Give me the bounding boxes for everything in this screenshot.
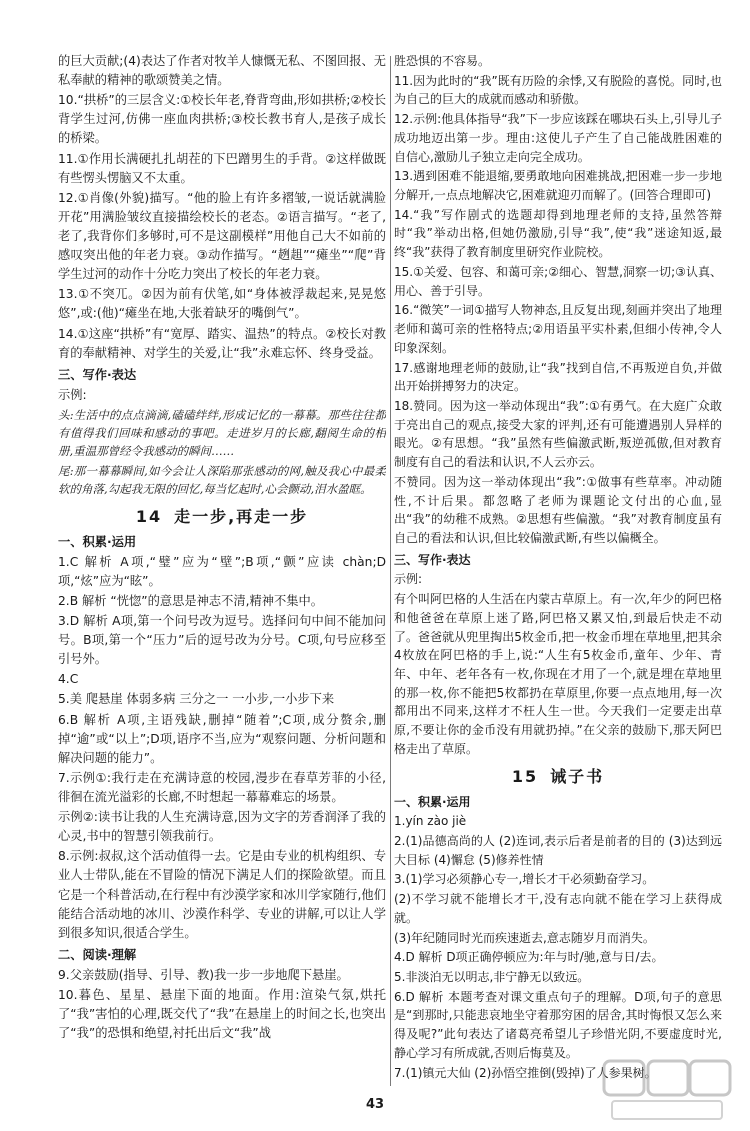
chapter-number: 14 bbox=[135, 506, 163, 526]
answer-item: 2.(1)品德高尚的人 (2)连词,表示后者是前者的目的 (3)达到远大目标 (4)懈怠 (5)修养性情 bbox=[394, 833, 722, 867]
section-heading: 一、积累·运用 bbox=[58, 534, 137, 549]
answer-item: 7.(1)镇元大仙 (2)孙悟空推倒(毁掉)了人参果树。 bbox=[394, 1065, 657, 1080]
answer-item: 7.示例①:我行走在充满诗意的校园,漫步在春草芳菲的小径,徘徊在流光溢彩的长廊,不时想起一幕幕难忘的场景。 bbox=[58, 770, 386, 805]
answer-item: 5.非淡泊无以明志,非宁静无以致远。 bbox=[394, 970, 590, 985]
answer-item: 胜恐惧的不容易。 bbox=[394, 54, 491, 68]
answer-item: 示例②:读书让我的人生充满诗意,因为文字的芳香润泽了我的心灵,书中的智慧引领我前行。 bbox=[58, 810, 386, 844]
chapter-title bbox=[394, 765, 722, 790]
answer-item: 12.①肖像(外貌)描写。“他的脸上有许多褶皱,一说话就满脸开花”用满脸皱纹直接描绘校长的老态。②语言描写。“老了,老了,我背你们多够时,可不是这副模样”用他自己大不如前的感叹突出他的年老力衰。③动作描写。“趔趄”“瘫坐”“爬”背学生过河的动作十分吃力突出了校长的年老力衰。 bbox=[58, 190, 386, 282]
answer-item: 的巨大贡献;(4)表达了作者对牧羊人慷慨无私、不图回报、无私奉献的精神的歌颂赞美之情。 bbox=[58, 54, 386, 88]
answer-item: 9.父亲鼓励(指导、引导、教)我一步一步地爬下悬崖。 bbox=[58, 968, 349, 983]
answer-item: 13.①不突兀。②因为前有伏笔,如“身体被浮裁起来,晃晃悠悠”,或:(他)“瘫坐在地,大张着缺牙的嘴倒气”。 bbox=[58, 287, 386, 321]
right-column bbox=[394, 52, 722, 1088]
chapter-number: 15 bbox=[511, 766, 539, 786]
chapter-name: 走一步,再走一步 bbox=[174, 506, 309, 526]
essay-excerpt: 尾:那一幕幕瞬间,如今会让人深陷那张感动的网,触及我心中最柔软的角落,勾起我无限的回忆,每当忆起时,心会颤动,泪水盈眶。 bbox=[58, 463, 386, 496]
page-number: 43 bbox=[365, 1097, 385, 1112]
answer-item: 14.“我”写作剧式的选题却得到地理老师的支持,虽然答辩时“我”举动出格,但她仍激励,引导“我”,使“我”迷途知返,最终“我”获得了教育制度里研究作业院校。 bbox=[394, 207, 722, 260]
answer-item: 13.遇到困难不能退缩,要勇敢地向困难挑战,把困难一步一步地分解开,一点点地解决它,困难就迎刃而解了。(回答合理即可) bbox=[394, 169, 722, 203]
answer-item: 4.D 解析 D项正确停顿应为:年与时/驰,意与日/去。 bbox=[394, 950, 664, 965]
answer-item: 3.D 解析 A项,第一个问号改为逗号。选择问句中间不能加问号。B项,第一个“压力”后的逗号改为分号。C项,句号应移至引号外。 bbox=[58, 614, 386, 667]
answer-item: (2)不学习就不能增长才干,没有志向就不能在学习上获得成就。 bbox=[394, 892, 722, 925]
section-heading: 三、写作·表达 bbox=[394, 552, 471, 567]
answer-item: 5.美 爬悬崖 体弱多病 三分之一 一小步,一小步下来 bbox=[58, 692, 335, 707]
answer-item: 10.“拱桥”的三层含义:①校长年老,脊背弯曲,形如拱桥;②校长背学生过河,仿佛一座血肉拱桥;③校长教书育人,是孩子成长的桥梁。 bbox=[58, 93, 386, 146]
section-heading: 三、写作·表达 bbox=[58, 367, 137, 382]
answer-item: 17.感谢地理老师的鼓励,让“我”找到自信,不再叛逆自负,并做出开始拼搏努力的决定。 bbox=[394, 360, 722, 394]
answer-item: 11.因为此时的“我”既有历险的余悸,又有脱险的喜悦。同时,也为自己的巨大的成就而感动和骄傲。 bbox=[394, 73, 722, 107]
answer-item: 4.C bbox=[58, 672, 79, 687]
answer-item: 12.示例:他具体指导“我”下一步应该踩在哪块石头上,引导儿子成功地迈出第一步。理由:这使儿子产生了自己能战胜困难的自信心,激励儿子独立走向完全成功。 bbox=[394, 112, 722, 164]
answer-item: 不赞同。因为这一举动体现出“我”:①做事有些草率。冲动随性,不计后果。都忽略了老师为课题论文付出的心血,显出“我”的幼稚不成熟。②思想有些偏激。“我”对教育制度虽有自己的看法和认识,但比较偏激武断,有些以偏概全。 bbox=[394, 474, 722, 545]
answer-item: 6.B 解析 A项,主语残缺,删掉“随着”;C项,成分赘余,删掉“逾”或“以上”;D项,语序不当,应为“观察问题、分析问题和解决问题的能力”。 bbox=[58, 712, 386, 765]
answer-item: 15.①关爱、包容、和蔼可亲;②细心、智慧,洞察一切;③认真、用心、善于引导。 bbox=[394, 264, 722, 298]
answer-item: 16.“微笑”一词①描写人物神态,且反复出现,刻画并突出了地理老师和蔼可亲的性格特点;②用语虽平实朴素,但细小传神,令人印象深刻。 bbox=[394, 303, 722, 355]
answer-item: 示例: bbox=[58, 387, 87, 402]
chapter-title bbox=[58, 505, 386, 530]
answer-item: 8.示例:叔叔,这个活动值得一去。它是由专业的机构组织、专业人士带队,能在不冒险的情况下满足人们的探险欲望。而且它是一个科普活动,在行程中有沙漠学家和冰川学家随行,他们能结合活动地的冰川、沙漠作科学、专业的讲解,可以让人学到很多知识,很适合学生。 bbox=[58, 849, 386, 940]
answer-item: 18.赞同。因为这一举动体现出“我”:①有勇气。在大庭广众敢于亮出自己的观点,接受大家的评判,还有可能遭遇别人异样的眼光。②有思想。“我”虽然有些偏激武断,叛逆孤傲,但对教育制度有自己的看法和认识,不人云亦云。 bbox=[394, 398, 722, 470]
section-heading: 二、阅读·理解 bbox=[58, 947, 137, 962]
answer-item: 11.①作用长满硬扎扎胡茬的下巴蹭男生的手背。②这样做既有些愣头愣脑又不太重。 bbox=[58, 151, 386, 185]
chapter-name: 诫子书 bbox=[550, 766, 605, 786]
answer-item: 1.yín zào jiè bbox=[394, 814, 467, 829]
answer-item: 10.暮色、星星、悬崖下面的地面。作用:渲染气氛,烘托了“我”害怕的心理,既交代了“我”在悬崖上的时间之长,也突出了“我”的恐惧和绝望,衬托出后文“我”战 bbox=[58, 988, 386, 1041]
answer-item: 1.C 解析 A项,“璧”应为“壁”;B项,“颤”应读 chàn;D项,“炫”应为“眩”。 bbox=[58, 554, 386, 588]
essay-excerpt: 头:生活中的点点滴滴,磕磕绊绊,形成记忆的一幕幕。那些往往都有值得我们回味和感动的事吧。走进岁月的长廊,翻阅生命的相册,重温那曾经令我感动的瞬间…… bbox=[58, 407, 386, 458]
answer-item: 示例: bbox=[394, 572, 423, 587]
answer-item: 2.B 解析 “恍惚”的意思是神志不清,精神不集中。 bbox=[58, 593, 323, 608]
answer-item: 有个叫阿巴格的人生活在内蒙古草原上。有一次,年少的阿巴格和他爸爸在草原上迷了路,阿巴格又累又怕,到最后快走不动了。爸爸就从兜里掏出5枚金币,把一枚金币埋在草地里,把其余4枚放在阿巴格的手上,说:“人生有5枚金币,童年、少年、青年、中年、老年各有一枚,你现在才用了一个,就是埋在草地里的那一枚,你不能把5枚都扔在草原里,你要一点点地用,每一次都用出不同来,这样才不枉人生一世。今天我们一定要走出草原,不要让你的金币没有用就扔掉。”在父亲的鼓励下,那天阿巴格走出了草原。 bbox=[394, 592, 722, 756]
left-column bbox=[58, 52, 386, 1088]
answer-item: (3)年纪随同时光而疾速逝去,意志随岁月而消失。 bbox=[394, 930, 655, 945]
column-divider bbox=[390, 56, 391, 1086]
section-heading: 一、积累·运用 bbox=[394, 794, 471, 809]
watermark-logo bbox=[602, 1055, 732, 1123]
answer-item: 6.D 解析 本题考查对课文重点句子的理解。D项,句子的意思是“到那时,只能悲哀地坐守着那穷困的居舍,其时悔恨又怎么来得及呢?”此句表达了诸葛亮希望儿子珍惜光阴,不要虚度时光,静心学习有所成就,否则后悔莫及。 bbox=[394, 989, 722, 1060]
answer-item: 3.(1)学习必须静心专一,增长才干必须勤奋学习。 bbox=[394, 872, 655, 887]
answer-item: 14.①这座“拱桥”有“宽厚、踏实、温热”的特点。②校长对教育的奉献精神、对学生的关爱,让“我”永难忘怀、终身受益。 bbox=[58, 326, 386, 360]
